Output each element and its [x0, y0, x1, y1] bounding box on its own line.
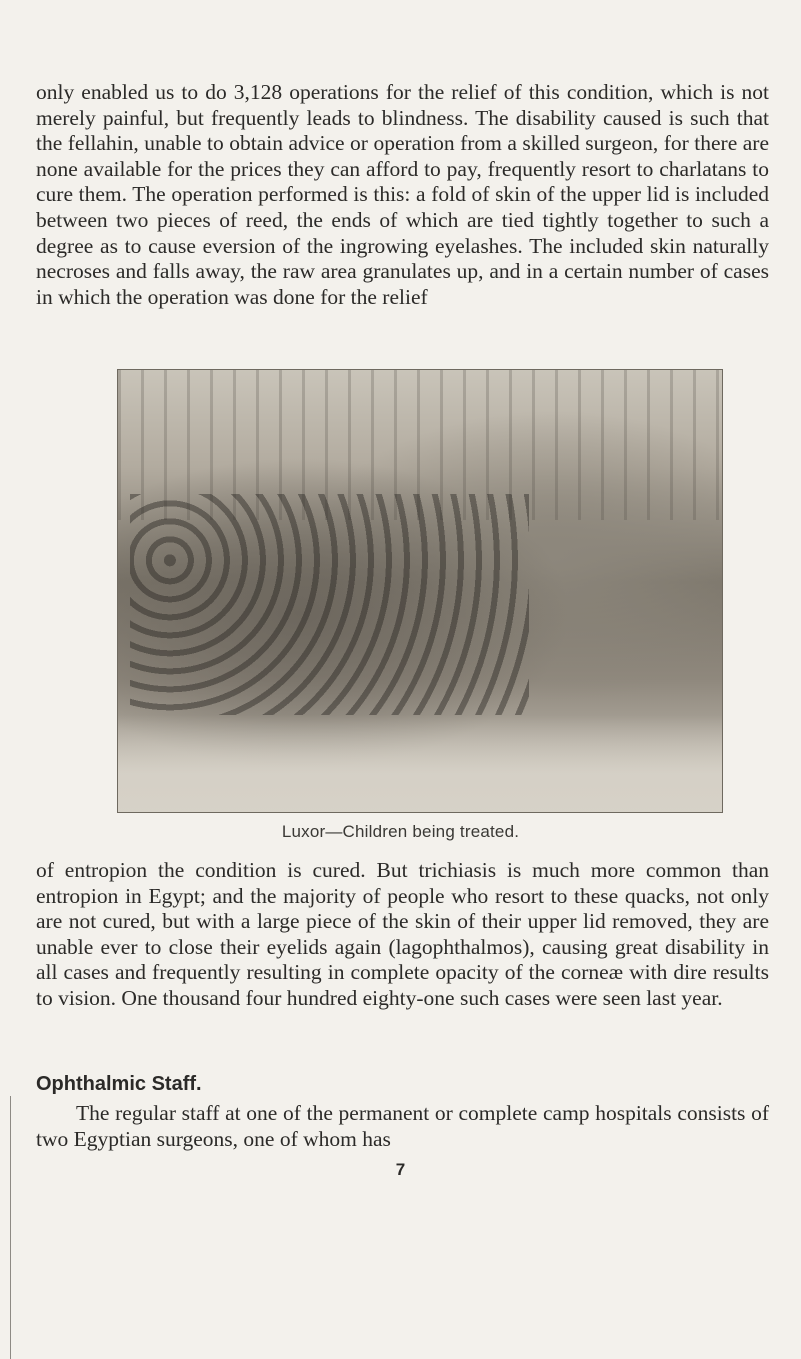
- figure-caption: Luxor—Children being treated.: [281, 822, 520, 841]
- photo-ground: [118, 715, 722, 812]
- paragraph-trichiasis: of entropion the condition is cured. But trichiasis is much more common than entropion in Egypt; and the majority of people who resort to these quacks, not only are not cured, but with a large piece of the skin of their upper lid removed, they are unable ever to close their eyelids again (lagophthalmos), causing great disability in all cases and frequently resulting in complete opacity of the corneæ with dire results to vision. One thousand four hundred eighty-one such cases were seen last year.: [36, 858, 769, 1010]
- photo-crowd-of-children: [130, 494, 529, 715]
- paragraph-entropion-operation: only enabled us to do 3,128 operations for the relief of this condition, which is not merely painful, but frequently leads to blindness. The disability caused is such that the fellahin, unable to obtain advice or operation from a skilled surgeon, for there are none available for the prices they can afford to pay, frequently resort to charlatans to cure them. The operation performed is this: a fold of skin of the upper lid is included between two pieces of reed, the ends of which are tied tightly together to such a degree as to cause eversion of the ingrowing eyelashes. The included skin naturally necroses and falls away, the raw area granulates up, and in a certain number of cases in which the operation was done for the relief: [36, 80, 769, 309]
- margin-rule: [10, 1096, 11, 1359]
- page-number: 7: [395, 1160, 406, 1179]
- section-heading: Ophthalmic Staff.: [36, 1073, 202, 1095]
- paragraph-staff: The regular staff at one of the permanent or complete camp hospitals consists of two Egyptian surgeons, one of whom has: [36, 1101, 769, 1151]
- photo-luxor-children: [117, 369, 723, 813]
